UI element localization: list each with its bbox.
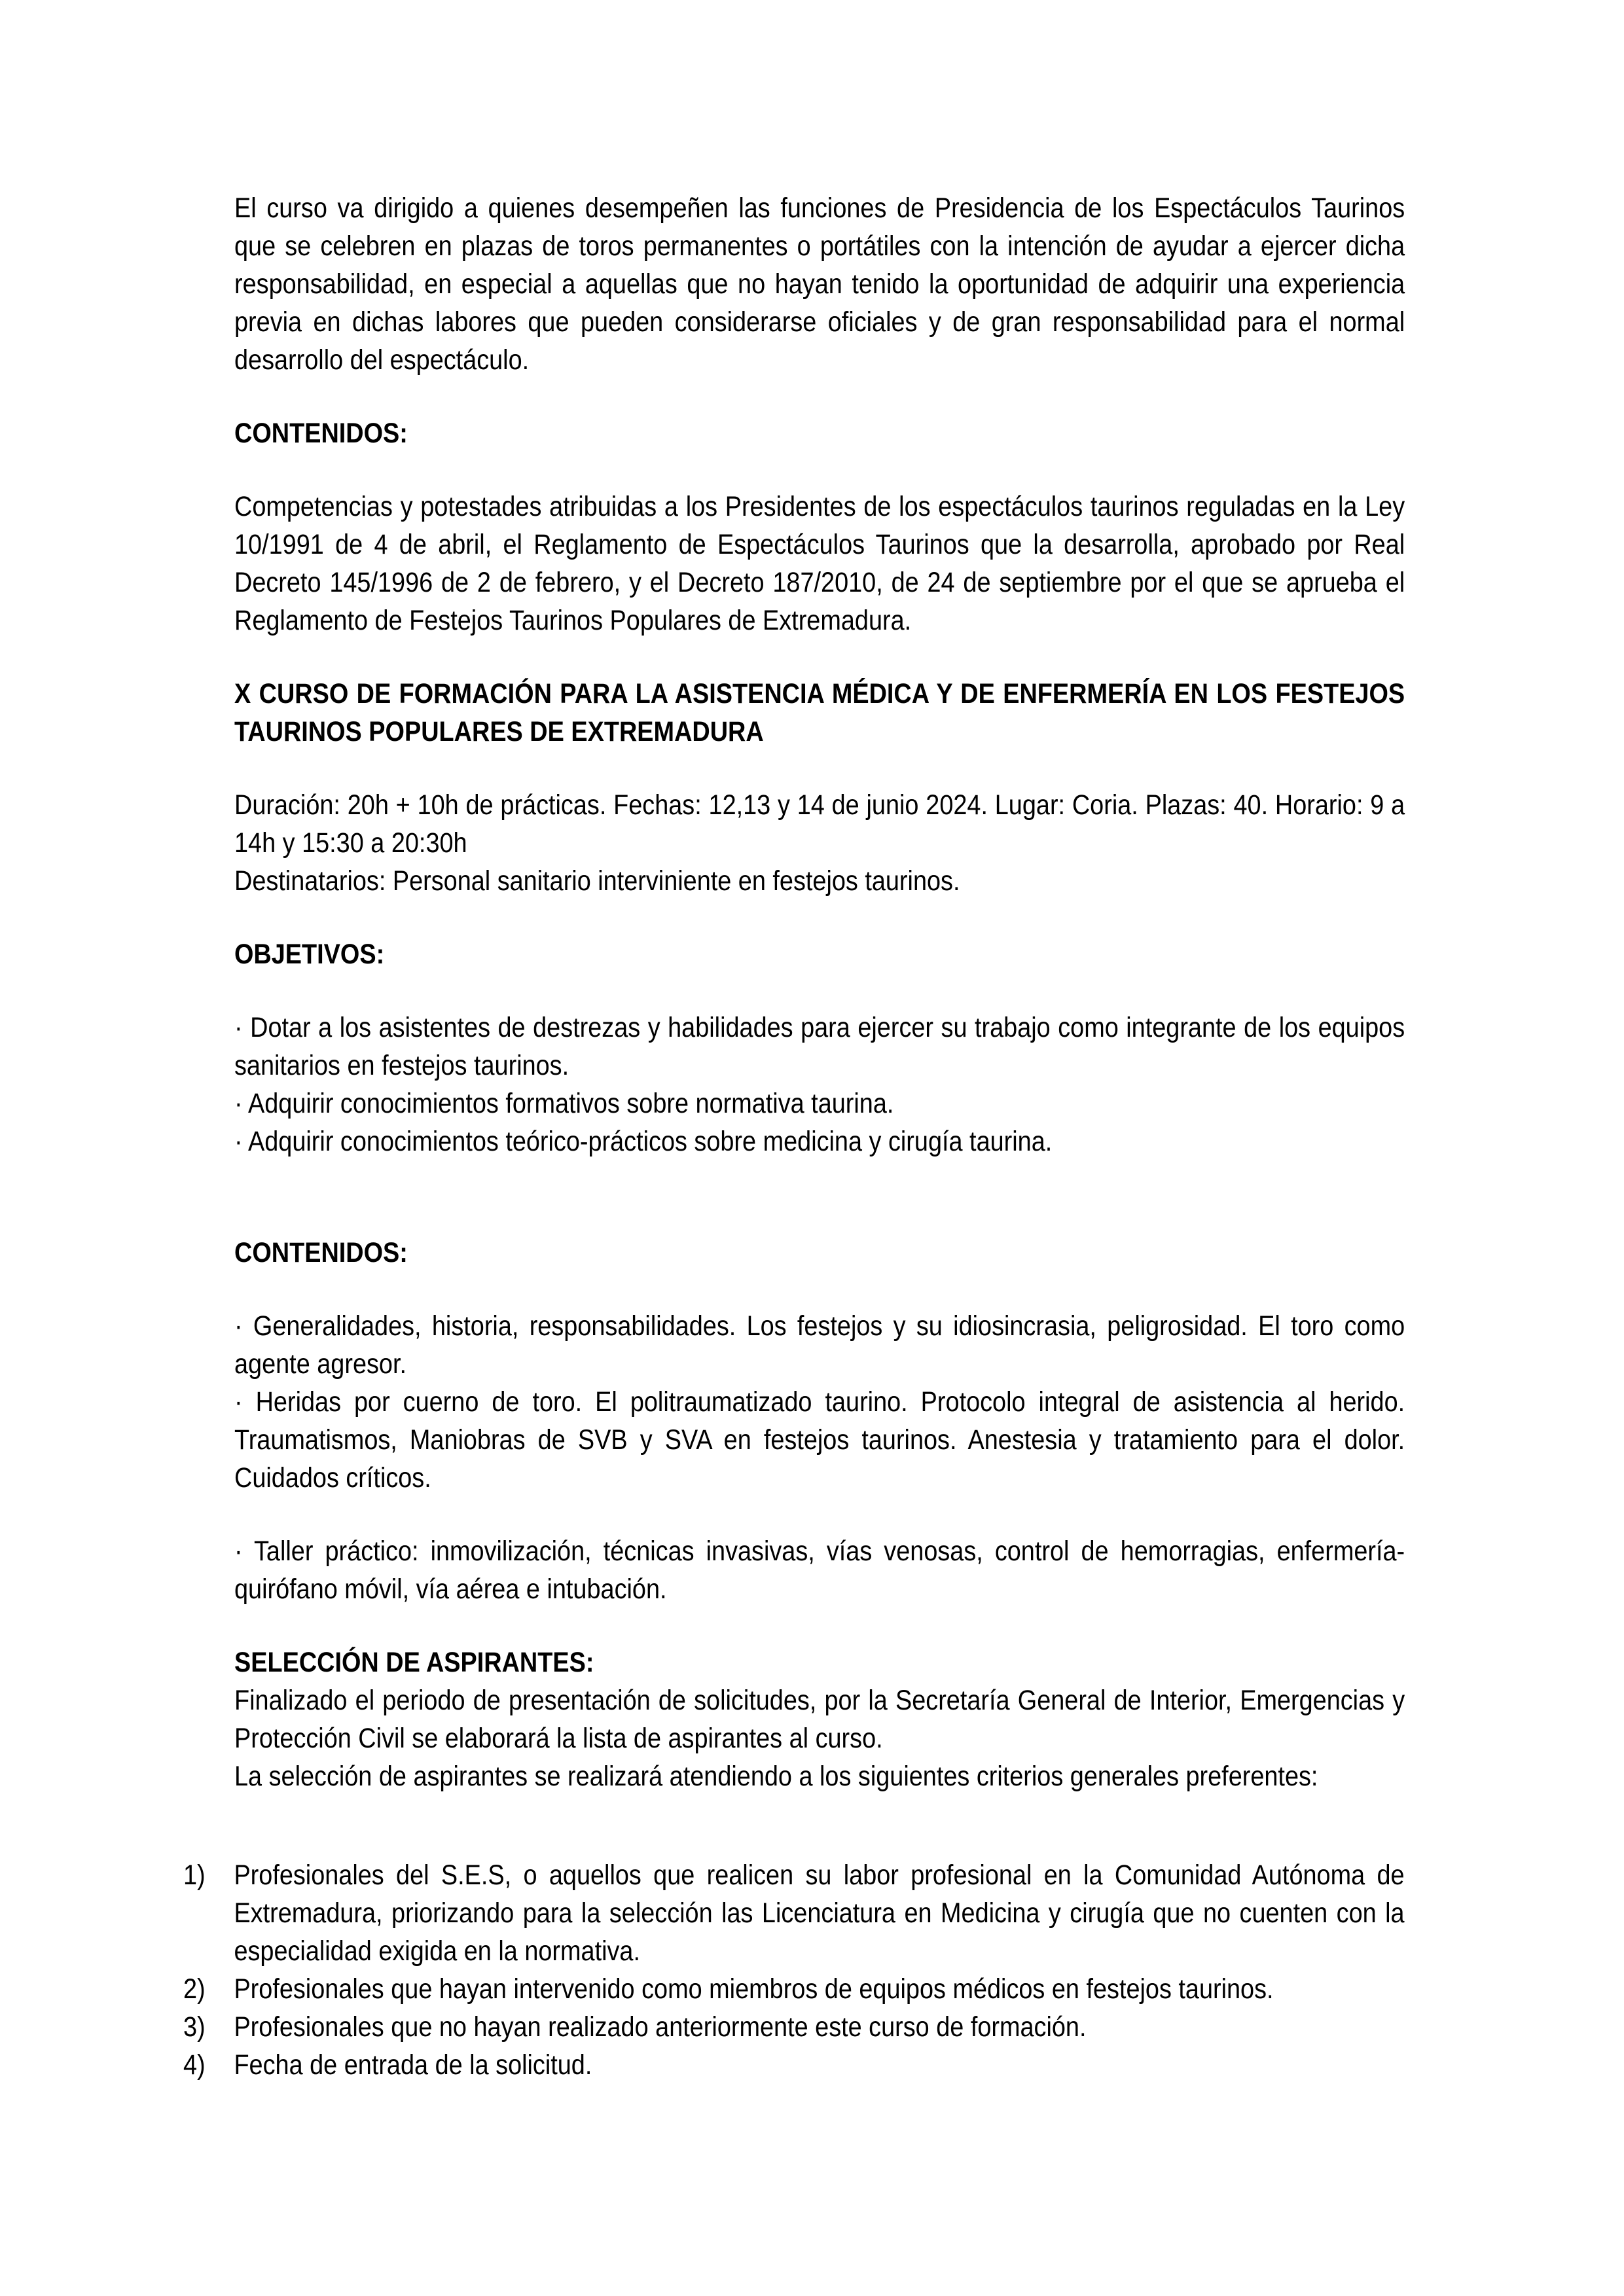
criteria-text-column [183, 1856, 1405, 2084]
criteria-text: Fecha de entrada de la solicitud. [234, 2049, 592, 2081]
document-text-column [234, 189, 1405, 1795]
objetivo-item: · Adquirir conocimientos teórico-prácticos sobre medicina y cirugía taurina. [234, 1126, 1053, 1157]
criteria-list [183, 1856, 1405, 2084]
criteria-text: Profesionales del S.E.S, o aquellos que realicen su labor profesional en la Comunidad Autónoma de Extremadura, priorizando para la selección las Licenciatura en Medicina y cirugía que no cuenten con la especialidad exigida en la normativa. [234, 1859, 1405, 1967]
criteria-number: 4) [183, 2049, 206, 2081]
criteria-number: 1) [183, 1859, 206, 1891]
contenido-item: · Heridas por cuerno de toro. El politraumatizado taurino. Protocolo integral de asistencia al herido. Traumatismos, Maniobras de SVB y SVA en festejos taurinos. Anestesia y tratamiento para el dolor. Cuidados críticos. [234, 1386, 1405, 1494]
seleccion-paragraph-1: Finalizado el periodo de presentación de solicitudes, por la Secretaría General de Interior, Emergencias y Protección Civil se elaborará la lista de aspirantes al curso. [234, 1685, 1405, 1754]
criteria-number: 3) [183, 2011, 206, 2043]
objetivo-item: · Dotar a los asistentes de destrezas y habilidades para ejercer su trabajo como integrante de los equipos sanitarios en festejos taurinos. [234, 1012, 1405, 1081]
criteria-text: Profesionales que hayan intervenido como miembros de equipos médicos en festejos taurinos. [234, 1973, 1274, 2005]
criteria-text: Profesionales que no hayan realizado anteriormente este curso de formación. [234, 2011, 1087, 2043]
document-body [234, 189, 1405, 1795]
criteria-item [183, 1856, 1405, 1970]
intro-paragraph: El curso va dirigido a quienes desempeñen las funciones de Presidencia de los Espectáculos Taurinos que se celebren en plazas de toros permanentes o portátiles con la intención de ayudar a ejercer dicha responsabilidad, en especial a aquellas que no hayan tenido la oportunidad de adquirir una experiencia previa en dichas labores que pueden considerarse oficiales y de gran responsabilidad para el normal desarrollo del espectáculo. [234, 192, 1405, 376]
criteria-item [183, 2046, 1405, 2084]
contenidos-heading-2: CONTENIDOS: [234, 1237, 408, 1268]
criteria-number: 2) [183, 1973, 206, 2005]
course-details-line-1: Duración: 20h + 10h de prácticas. Fechas: 12,13 y 14 de junio 2024. Lugar: Coria. Plazas: 40. Horario: 9 a 14h y 15:30 a 20:30h [234, 789, 1405, 859]
contenidos-heading-1: CONTENIDOS: [234, 418, 408, 449]
criteria-item [183, 2008, 1405, 2046]
objetivos-heading: OBJETIVOS: [234, 939, 385, 970]
seleccion-paragraph-2: La selección de aspirantes se realizará atendiendo a los siguientes criterios generales preferentes: [234, 1761, 1318, 1792]
contenido-item: · Generalidades, historia, responsabilidades. Los festejos y su idiosincrasia, peligrosidad. El toro como agente agresor. [234, 1310, 1405, 1380]
criteria-item [183, 1970, 1405, 2008]
course-details-line-2: Destinatarios: Personal sanitario interviniente en festejos taurinos. [234, 865, 960, 897]
course-title: X CURSO DE FORMACIÓN PARA LA ASISTENCIA MÉDICA Y DE ENFERMERÍA EN LOS FESTEJOS TAURINOS POPULARES DE EXTREMADURA [234, 678, 1405, 747]
objetivo-item: · Adquirir conocimientos formativos sobre normativa taurina. [234, 1088, 894, 1119]
contenido-item: · Taller práctico: inmovilización, técnicas invasivas, vías venosas, control de hemorragias, enfermería-quirófano móvil, vía aérea e intubación. [234, 1535, 1405, 1605]
seleccion-heading: SELECCIÓN DE ASPIRANTES: [234, 1647, 594, 1678]
contenidos-paragraph-1: Competencias y potestades atribuidas a los Presidentes de los espectáculos taurinos reguladas en la Ley 10/1991 de 4 de abril, el Reglamento de Espectáculos Taurinos que la desarrolla, aprobado por Real Decreto 145/1996 de 2 de febrero, y el Decreto 187/2010, de 24 de septiembre por el que se aprueba el Reglamento de Festejos Taurinos Populares de Extremadura. [234, 491, 1405, 636]
